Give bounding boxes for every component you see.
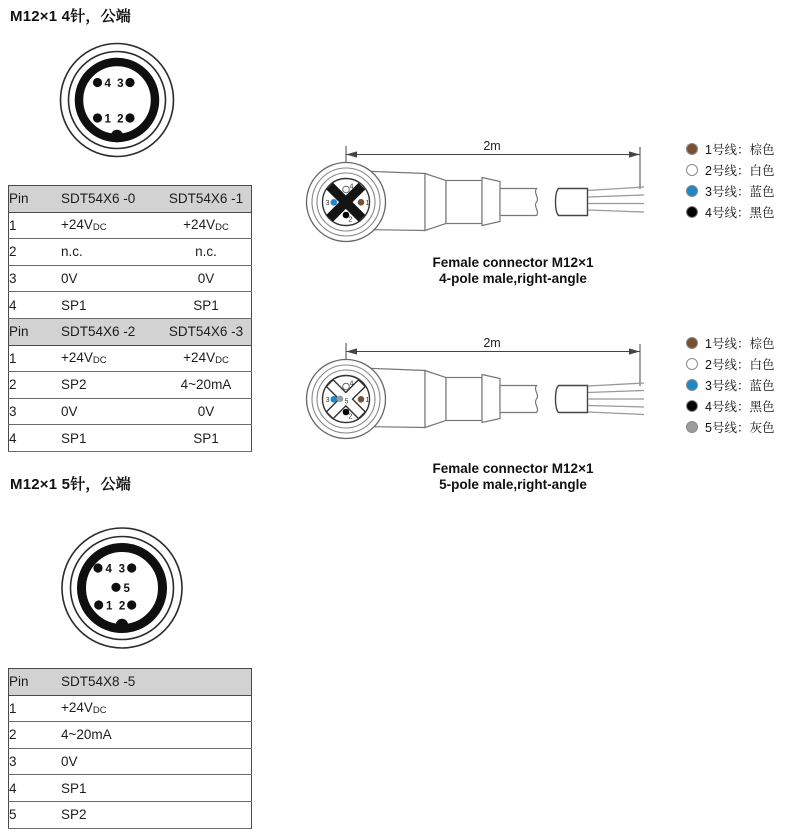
wire-dot-white <box>343 186 350 193</box>
cell-pin: 3 <box>9 748 62 775</box>
wire-dot-brown <box>358 396 365 403</box>
cable-body <box>362 171 588 231</box>
wire-color-dot <box>686 358 698 370</box>
cell-pin: 5 <box>9 801 62 828</box>
legend-item <box>686 416 774 437</box>
table-row <box>9 748 252 775</box>
legend-item <box>686 353 774 374</box>
legend-item <box>686 159 774 180</box>
col-header-pin: Pin <box>9 318 62 345</box>
legend-label: 3号线：蓝色 <box>705 378 775 393</box>
cell-value: 0V <box>61 265 161 292</box>
table-row <box>9 801 252 828</box>
pin-label: 3 <box>117 78 124 90</box>
cell-pin: 2 <box>9 372 62 399</box>
cable-end-piece <box>556 189 588 216</box>
pin-dot-3 <box>125 78 134 87</box>
table-row <box>9 345 252 372</box>
face-pin-label: 1 <box>365 200 370 207</box>
pin-dot-5 <box>111 583 120 592</box>
pin-dot-1 <box>93 113 102 122</box>
wires <box>588 187 644 212</box>
wire-dot-blue <box>331 396 338 403</box>
col-header-pin: Pin <box>9 186 62 213</box>
pinout-table-sdt54x6 <box>8 185 252 452</box>
cell-value: $+24V_{DC}$ <box>161 345 252 372</box>
cell-pin: 3 <box>9 265 62 292</box>
caption-line1: Female connector M12×1 <box>432 461 594 476</box>
cell-value: SP1 <box>61 425 161 452</box>
legend-item <box>686 374 774 395</box>
cell-value: $+24V_{DC}$ <box>61 212 161 239</box>
legend-label: 1号线：棕色 <box>705 336 775 351</box>
wire-color-dot <box>686 185 698 197</box>
wire-color-dot <box>686 337 698 349</box>
section-title-4pin: M12×1 4针，公端 <box>10 8 131 25</box>
section-title-5pin: M12×1 5针，公端 <box>10 476 131 493</box>
table-row <box>9 212 252 239</box>
cell-pin: 4 <box>9 425 62 452</box>
cell-value: 0V <box>61 748 252 775</box>
col-header-model: SDT54X6 -3 <box>161 318 252 345</box>
wire-color-dot <box>686 164 698 176</box>
dimension-label: 2m <box>483 336 501 350</box>
table-row <box>9 722 252 749</box>
legend-label: 3号线：蓝色 <box>705 184 775 199</box>
wire-color-dot <box>686 421 698 433</box>
col-header-model: SDT54X6 -2 <box>61 318 161 345</box>
cell-value: 0V <box>161 265 252 292</box>
connector-face <box>307 163 386 242</box>
wire-dot-blue <box>331 199 338 206</box>
cell-pin: 4 <box>9 292 62 319</box>
table-row <box>9 425 252 452</box>
dimension-arrow-right <box>629 151 640 157</box>
cell-pin: 2 <box>9 239 62 266</box>
wires <box>588 383 644 415</box>
pin-label: 4 <box>105 563 112 576</box>
face-pin-label: 4 <box>349 183 354 191</box>
pin-dot-2 <box>127 600 136 609</box>
cell-value: 0V <box>161 398 252 425</box>
black-ring <box>82 548 163 629</box>
legend-item <box>686 332 774 353</box>
caption-line2: 4-pole male,right-angle <box>439 270 587 286</box>
table-row <box>9 695 252 722</box>
legend-label: 2号线：白色 <box>705 163 775 178</box>
cell-pin: 1 <box>9 212 62 239</box>
pin-label: 2 <box>118 600 126 613</box>
face-pin-label: 4 <box>349 380 354 388</box>
wire-color-dot <box>686 143 698 155</box>
dimension-arrow-right <box>629 348 640 354</box>
pin-label: 4 <box>104 78 111 90</box>
table-row <box>9 398 252 425</box>
cable-segment <box>500 189 538 216</box>
table-row <box>9 239 252 266</box>
col-header-model: SDT54X6 -0 <box>61 186 161 213</box>
connector-face-diagram-4pin <box>56 40 178 162</box>
cable-drawing-4pole <box>300 132 652 250</box>
wire-dot-gray <box>337 396 344 403</box>
wire-dot-white <box>343 383 350 390</box>
legend-label: 1号线：棕色 <box>705 142 775 157</box>
pinout-table-sdt54x8 <box>8 668 252 829</box>
pin-dot-3 <box>127 563 136 572</box>
cable-drawing-5pole <box>300 329 652 447</box>
dimension-arrow-left <box>346 151 357 157</box>
table-row <box>9 372 252 399</box>
caption-line1: Female connector M12×1 <box>432 255 594 270</box>
legend-item <box>686 395 774 416</box>
cell-value: 4~20mA <box>161 372 252 399</box>
face-pin-label: 5 <box>344 398 349 406</box>
legend-label: 4号线：黑色 <box>705 399 775 414</box>
keying-notch <box>111 130 123 142</box>
cell-value: SP2 <box>61 372 161 399</box>
strain-relief <box>482 178 500 226</box>
pin-dot-4 <box>93 78 102 87</box>
table-row <box>9 775 252 802</box>
cell-value: SP1 <box>61 775 252 802</box>
wire-dot-brown <box>358 199 365 206</box>
connector-face <box>307 360 386 439</box>
table-row <box>9 292 252 319</box>
cell-value: 4~20mA <box>61 722 252 749</box>
cell-pin: 4 <box>9 775 62 802</box>
legend-label: 5号线：灰色 <box>705 420 775 435</box>
face-pin-label: 3 <box>325 397 330 404</box>
connector-face-diagram-5pin <box>58 525 186 652</box>
legend-item <box>686 180 774 201</box>
table-header-row <box>9 318 252 345</box>
face-pin-label: 3 <box>325 200 330 207</box>
table-header-row <box>9 669 252 696</box>
wire-color-dot <box>686 400 698 412</box>
keying-notch <box>116 619 128 631</box>
face-pin-label: 2 <box>348 413 353 421</box>
cable-end-piece <box>556 386 588 413</box>
cell-value: SP1 <box>161 292 252 319</box>
col-header-pin: Pin <box>9 669 62 696</box>
wire-color-dot <box>686 379 698 391</box>
cell-pin: 3 <box>9 398 62 425</box>
pin-label: 2 <box>117 113 124 126</box>
pin-label: 1 <box>106 600 113 613</box>
dimension-label: 2m <box>483 139 501 153</box>
cell-pin: 1 <box>9 345 62 372</box>
wire-color-dot <box>686 206 698 218</box>
pin-dot-2 <box>125 113 134 122</box>
legend-item <box>686 138 774 159</box>
caption-line2: 5-pole male,right-angle <box>439 476 587 492</box>
pin-label: 5 <box>123 582 130 595</box>
cell-value: SP1 <box>61 292 161 319</box>
cell-pin: 1 <box>9 695 62 722</box>
cell-pin: 2 <box>9 722 62 749</box>
cell-value: $+24V_{DC}$ <box>61 345 161 372</box>
cable-body <box>362 368 588 428</box>
pin-dot-4 <box>93 563 102 572</box>
strain-relief <box>482 375 500 423</box>
col-header-model: SDT54X8 -5 <box>61 669 252 696</box>
cell-value: 0V <box>61 398 161 425</box>
pin-label: 1 <box>104 113 111 126</box>
cell-value: n.c. <box>61 239 161 266</box>
face-pin-label: 1 <box>365 397 370 404</box>
cell-value: SP2 <box>61 801 252 828</box>
cell-value: $+24V_{DC}$ <box>61 695 252 722</box>
face-pin-label: 2 <box>348 216 353 224</box>
wire-color-legend-4 <box>686 138 774 222</box>
black-ring <box>79 62 155 138</box>
cable-segment <box>500 386 538 413</box>
wire-color-legend-5 <box>686 332 774 437</box>
table-row <box>9 265 252 292</box>
caption-4pole <box>398 255 628 286</box>
dimension-arrow-left <box>346 348 357 354</box>
table-header-row <box>9 186 252 213</box>
pin-label: 3 <box>118 563 125 576</box>
legend-label: 4号线：黑色 <box>705 205 775 220</box>
cell-value: SP1 <box>161 425 252 452</box>
cell-value: n.c. <box>161 239 252 266</box>
caption-5pole <box>398 461 628 492</box>
legend-label: 2号线：白色 <box>705 357 775 372</box>
legend-item <box>686 201 774 222</box>
col-header-model: SDT54X6 -1 <box>161 186 252 213</box>
cell-value: $+24V_{DC}$ <box>161 212 252 239</box>
pin-dot-1 <box>94 600 103 609</box>
